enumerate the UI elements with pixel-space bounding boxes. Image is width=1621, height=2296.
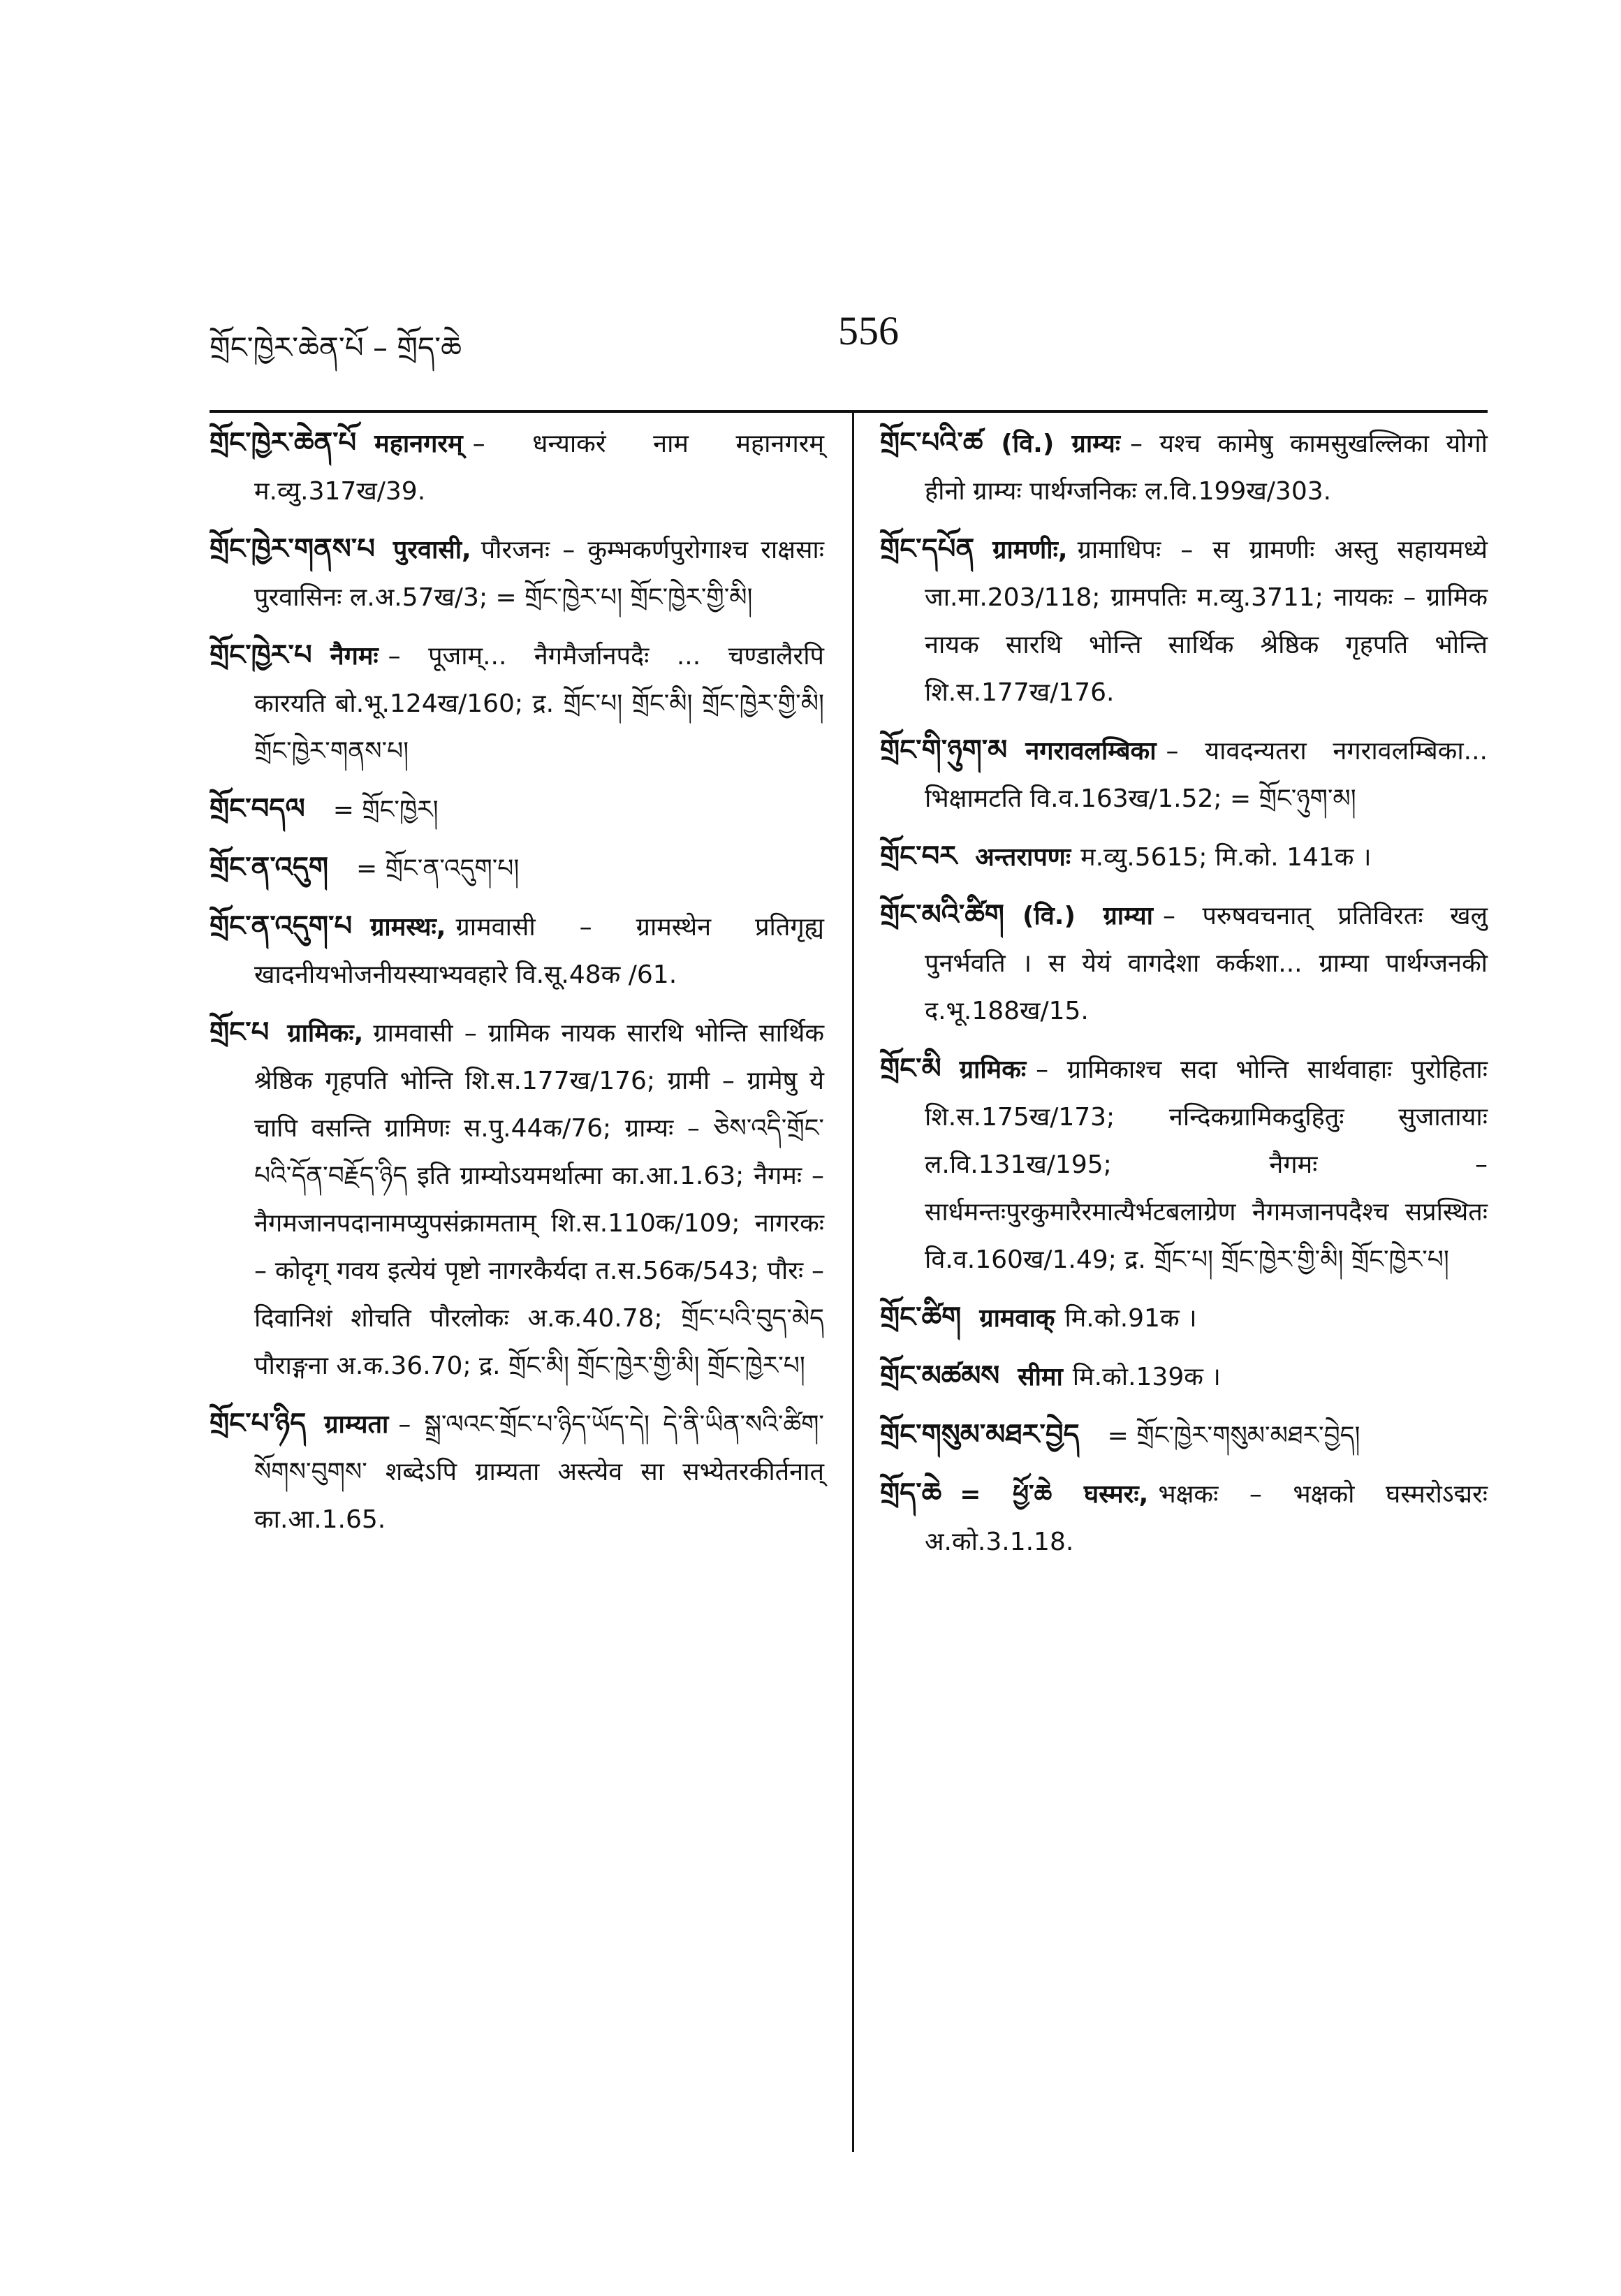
- right-column: [880, 419, 1488, 1576]
- header-rule: [210, 410, 1488, 413]
- entry-headword: གྲོང་མཚམས: [880, 1360, 1000, 1392]
- entry-equivalent: ग्राम्यता: [324, 1410, 389, 1439]
- entry-headword: གྲོང་གསུམ་མཐར་བྱེད: [880, 1419, 1080, 1451]
- entry-headword: གྲོད་ཆེ: [880, 1477, 942, 1509]
- dictionary-entry: [210, 1400, 824, 1544]
- entry-equivalent: = ཕྱོ་ཆེ घस्मरः,: [960, 1480, 1149, 1509]
- dictionary-entry: [210, 631, 824, 775]
- entry-headword: གྲོང་དཔོན: [880, 533, 975, 565]
- entry-headword: གྲོང་ཁྱེར་པ: [210, 639, 312, 671]
- entry-text: मि.को.91क ।: [1064, 1304, 1197, 1333]
- entry-text: = གྲོང་ཁྱེར་གསུམ་མཐར་བྱེད།: [1107, 1421, 1360, 1450]
- entry-headword: གྲོང་བར: [880, 840, 958, 872]
- entry-text: – ग्रामिकाश्च सदा भोन्ति सार्थवाहाः पुरोहिताः शि.स.175ख/173; नन्दिकग्रामिकदुहितुः सुजातायाः ल.वि.131ख/195; नैगमः – सार्धमन्तःपुरकुमारैरमात्यैर्भटबलाग्रेण नैगमजानपदैश्च सप्रस्थितः वि.व.160ख/1.49; द्र. གྲོང་པ། གྲོང་ཁྱེར་གྱི་མི། གྲོང་ཁྱེར་པ།: [925, 1055, 1488, 1274]
- entry-headword: གྲོང་ན་འདུག: [210, 851, 329, 884]
- dictionary-entry: [880, 419, 1488, 515]
- entry-equivalent: ग्रामिकः: [959, 1055, 1027, 1084]
- entry-equivalent: नगरावलम्बिका: [1025, 737, 1157, 766]
- dictionary-entry: [880, 1411, 1488, 1460]
- entry-equivalent: ग्रामिकः,: [287, 1019, 364, 1048]
- entry-equivalent: सीमा: [1018, 1363, 1063, 1391]
- entry-text: पौरजनः – कुम्भकर्णपुरोगाश्च राक्षसाः पुरवासिनः ल.अ.57ख/3; = གྲོང་ཁྱེར་པ། གྲོང་ཁྱེར་གྱི་མི།: [254, 536, 824, 612]
- entry-text: – यश्च कामेषु कामसुखल्लिका योगो हीनो ग्राम्यः पार्थग्जनिकः ल.वि.199ख/303.: [925, 430, 1488, 506]
- entry-text: – སྒྲ་ལའང་གྲོང་པ་ཉིད་ཡོད་དེ། དེ་ནི་ཡིན་སའི་ཚིག་སོགས་བུགས་ शब्देऽपि ग्राम्यता अस्त्येव सा सभ्येतरकीर्तनात् का.आ.1.65.: [254, 1410, 824, 1534]
- entry-text: = གྲོང་ཁྱེར།: [332, 796, 439, 824]
- entry-text: = གྲོང་ན་འདུག་པ།: [356, 854, 520, 883]
- dictionary-entry: [880, 1045, 1488, 1284]
- dictionary-entry: [210, 1009, 824, 1390]
- entry-headword: གྲོང་གི་ཉུག་མ: [880, 734, 1008, 766]
- left-column: [210, 419, 824, 1553]
- entry-text: भक्षकः – भक्षको घस्मरोऽद्मरः अ.को.3.1.18.: [925, 1480, 1488, 1556]
- entry-text: ग्रामाधिपः – स ग्रामणीः अस्तु सहायमध्ये जा.मा.203/118; ग्रामपतिः म.व्यु.3711; नायकः – ग्रामिक नायक सारथि भोन्ति सार्थिक श्रेष्ठिक गृहपति भोन्ति शि.स.177ख/176.: [925, 536, 1488, 707]
- dictionary-entry: [880, 525, 1488, 717]
- entry-text: – धन्याकरं नाम महानगरम् म.व्यु.317ख/39.: [254, 430, 824, 506]
- entry-headword: གྲོང་ཚིག: [880, 1301, 962, 1333]
- dictionary-entry: [880, 891, 1488, 1035]
- entry-headword: གྲོང་པའི་ཚ: [880, 427, 983, 459]
- entry-equivalent: (वि.) ग्राम्यः: [1001, 430, 1121, 458]
- dictionary-entry: [880, 1470, 1488, 1566]
- dictionary-entry: [210, 785, 824, 834]
- column-divider: [852, 413, 854, 2152]
- dictionary-entry: [880, 1294, 1488, 1343]
- page-header: [210, 307, 1467, 370]
- entry-text: म.व्यु.5615; मि.को. 141क ।: [1080, 843, 1372, 872]
- entry-headword: གྲོང་ཁྱེར་ཆེན་པོ: [210, 427, 357, 459]
- entry-headword: གྲོང་ན་འདུག་པ: [210, 910, 353, 942]
- entry-text: ग्रामवासी – ग्रामिक नायक सारथि भोन्ति सार्थिक श्रेष्ठिक गृहपति भोन्ति शि.स.177ख/176; ग्रामी – ग्रामेषु ये चापि वसन्ति ग्रामिणः स.पु.44क/76; ग्राम्यः – ཅེས་འདི་གྲོང་པའི་དོན་བརྗོད་ཉིད इति ग्राम्योऽयमर्थात्मा का.आ.1.63; नैगमः – नैगमजानपदानामप्युपसंक्रामताम् शि.स.110क/109; नागरकः – कोदृग् गवय इत्येयं पृष्टो नागरकैर्यदा त.स.56क/543; पौरः – दिवानिशं शोचति पौरलोकः अ.क.40.78; གྲོང་པའི་བུད་མེད पौराङ्गना अ.क.36.70; द्र. གྲོང་མི། གྲོང་ཁྱེར་གྱི་མི། གྲོང་ཁྱེར་པ།: [254, 1019, 824, 1380]
- page-number: 556: [838, 308, 899, 353]
- entry-text: – यावदन्यतरा नगरावलम्बिका... भिक्षामटति वि.व.163ख/1.52; = གྲོང་ཉུག་མ།: [925, 737, 1488, 813]
- entry-headword: གྲོང་ཁྱེར་གནས་པ: [210, 533, 375, 565]
- dictionary-entry: [880, 833, 1488, 882]
- entry-equivalent: (वि.) ग्राम्या: [1022, 902, 1153, 930]
- entry-equivalent: नैगमः: [330, 642, 379, 671]
- dictionary-entry: [210, 902, 824, 999]
- entry-equivalent: ग्रामस्थः,: [370, 913, 446, 942]
- entry-equivalent: पुरवासी,: [393, 536, 471, 564]
- entry-text: – परुषवचनात् प्रतिविरतः खलु पुनर्भवति । स येयं वागदेशा कर्कशा... ग्राम्या पार्थग्जनकी द.भू.188ख/15.: [925, 902, 1488, 1025]
- entry-text: ग्रामवासी – ग्रामस्थेन प्रतिगृह्य खादनीयभोजनीयस्याभ्यवहारे वि.सू.48क /61.: [254, 913, 824, 989]
- dictionary-entry: [210, 525, 824, 622]
- running-head: གྲོང་ཁྱེར་ཆེན་པོ – གྲོད་ཆེ: [210, 330, 462, 365]
- entry-headword: གྲོང་མི: [880, 1053, 941, 1085]
- entry-headword: གྲོང་པ: [210, 1016, 270, 1048]
- entry-equivalent: महानगरम्: [374, 430, 463, 458]
- dictionary-entry: [880, 726, 1488, 823]
- dictionary-entry: [210, 419, 824, 515]
- entry-equivalent: ग्रामवाक्: [979, 1304, 1055, 1333]
- dictionary-entry: [210, 844, 824, 893]
- entry-equivalent: अन्तरापणः: [975, 843, 1071, 872]
- entry-text: मि.को.139क ।: [1072, 1363, 1221, 1391]
- entry-headword: གྲོང་བདལ: [210, 793, 305, 825]
- entry-headword: གྲོང་མའི་ཚིག: [880, 899, 1004, 931]
- entry-headword: གྲོང་པ་ཉིད: [210, 1407, 307, 1440]
- dictionary-entry: [880, 1352, 1488, 1401]
- entry-equivalent: ग्रामणीः,: [992, 536, 1068, 564]
- entry-text: – पूजाम्... नैगमैर्जानपदैः ... चण्डालैरपि कारयति बो.भू.124ख/160; द्र. གྲོང་པ། གྲོང་མི། གྲོང་ཁྱེར་གྱི་མི། གྲོང་ཁྱེར་གནས་པ།: [254, 642, 824, 766]
